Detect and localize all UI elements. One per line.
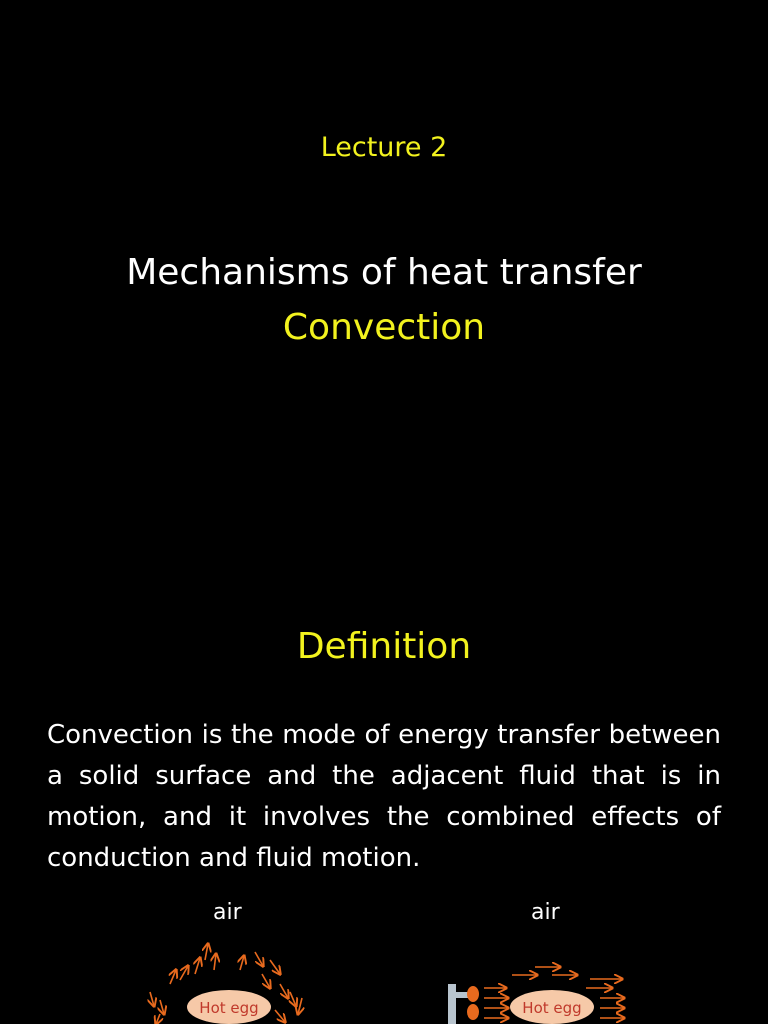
air-label-natural: air [213,900,242,925]
convection-diagram [0,930,768,1024]
air-label-forced: air [531,900,560,925]
fan-blade-bottom [467,1004,479,1020]
natural-convection-figure [150,944,302,1024]
slide-subtitle: Convection [282,307,486,348]
forced-convection-figure [448,967,624,1024]
lecture-number: Lecture 2 [320,132,448,163]
fan-blade-top [467,986,479,1002]
slide-title: Mechanisms of heat transfer [126,252,642,293]
fan-hub [456,992,468,998]
definition-text: Convection is the mode of energy transfer between a solid surface and the adjacent fluid that is in motion, and it involves the combined effects of conduction and fluid motion. [47,720,721,873]
hot-egg-label: Hot egg [199,999,259,1017]
hot-egg-label: Hot egg [522,999,582,1017]
definition-heading: Definition [296,626,472,667]
fan-stand [448,984,456,1024]
